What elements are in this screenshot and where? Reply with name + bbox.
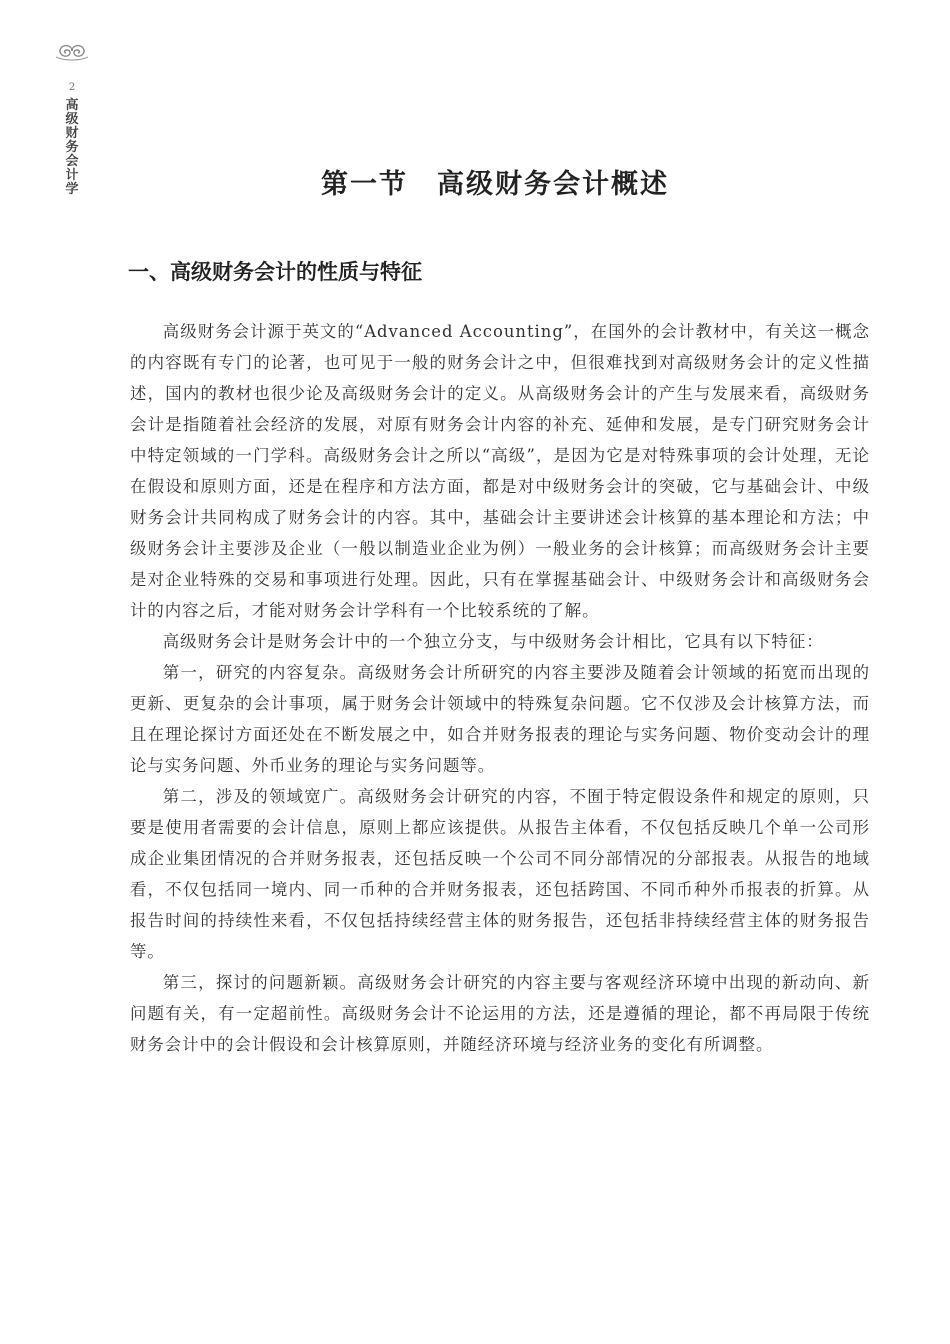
section-title: 第一节 高级财务会计概述 bbox=[321, 169, 669, 200]
paragraph: 高级财务会计是财务会计中的一个独立分支，与中级财务会计相比，它具有以下特征： bbox=[162, 632, 824, 651]
paragraph: 第三，探讨的问题新颖。高级财务会计研究的内容主要与客观经济环境中出现的新动向、新问题有关，有一定超前性。高级财务会计不论运用的方法，还是遵循的理论，都不再局限于传统财务会计中的会计假设和会计核算原则，并随经济环境与经济业务的变化有所调整。 bbox=[130, 973, 870, 1054]
subheading: 一、高级财务会计的性质与特征 bbox=[128, 260, 422, 284]
running-title: 高级财务会计学 bbox=[65, 98, 79, 197]
paragraph: 第一，研究的内容复杂。高级财务会计所研究的内容主要涉及随着会计领域的拓宽而出现的更新、更复杂的会计事项，属于财务会计领域中的特殊复杂问题。它不仅涉及会计核算方法，而且在理论探讨方面还处在不断发展之中，如合并财务报表的理论与实务问题、物价变动会计的理论与实务问题、外币业务的理论与实务问题等。 bbox=[130, 663, 870, 775]
paragraph: 高级财务会计源于英文的“Advanced Accounting”，在国外的会计教材中，有关这一概念的内容既有专门的论著，也可见于一般的财务会计之中，但很难找到对高级财务会计的定义性描述，国内的教材也很少论及高级财务会计的定义。从高级财务会计的产生与发展来看，高级财务会计是指随着社会经济的发展，对原有财务会计内容的补充、延伸和发展，是专门研究财务会计中特定领域的一门学科。高级财务会计之所以“高级”，是因为它是对特殊事项的会计处理，无论在假设和原则方面，还是在程序和方法方面，都是对中级财务会计的突破，它与基础会计、中级财务会计共同构成了财务会计的内容。其中，基础会计主要讲述会计核算的基本理论和方法；中级财务会计主要涉及企业（一般以制造业企业为例）一般业务的会计核算；而高级财务会计主要是对企业特殊的交易和事项进行处理。因此，只有在掌握基础会计、中级财务会计和高级财务会计的内容之后，才能对财务会计学科有一个比较系统的了解。 bbox=[130, 322, 870, 620]
paragraph: 第二，涉及的领域宽广。高级财务会计研究的内容，不囿于特定假设条件和规定的原则，只要是使用者需要的会计信息，原则上都应该提供。从报告主体看，不仅包括反映几个单一公司形成企业集团情况的合并财务报表，还包括反映一个公司不同分部情况的分部报表。从报告的地域看，不仅包括同一境内、同一币种的合并财务报表，还包括跨国、不同币种外币报表的折算。从报告时间的持续性来看，不仅包括持续经营主体的财务报告，还包括非持续经营主体的财务报告等。 bbox=[130, 787, 870, 961]
body-text bbox=[130, 316, 870, 1060]
page-number: 2 bbox=[68, 82, 76, 93]
spiral-logo-icon bbox=[52, 40, 92, 62]
